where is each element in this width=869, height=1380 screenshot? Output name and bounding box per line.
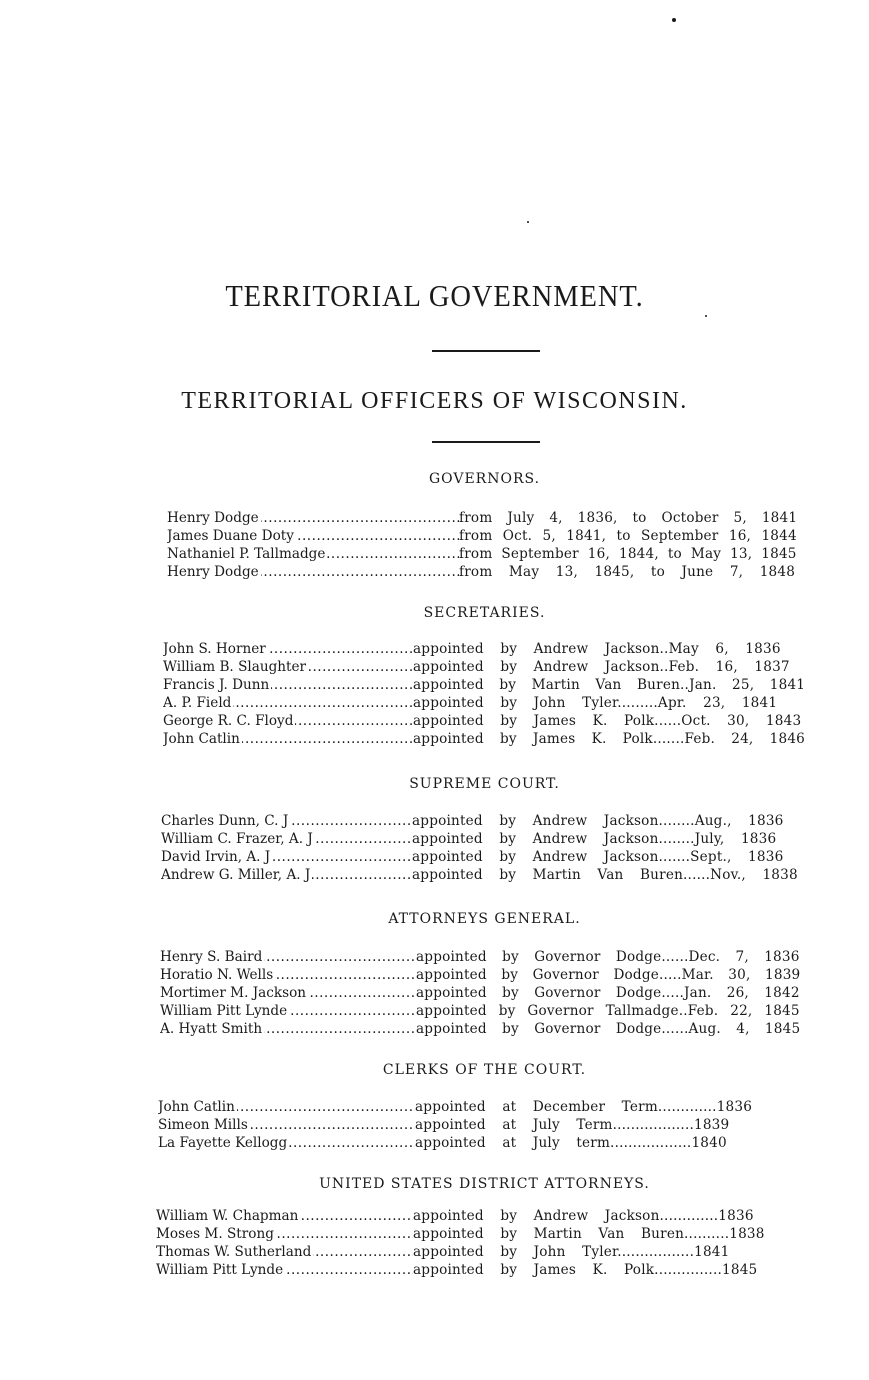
list-item — [161, 812, 804, 830]
officer-detail-text: appointed by Martin Van Buren..Jan. 25, 1841 — [413, 677, 806, 693]
list-item — [167, 563, 797, 581]
list-item — [156, 1207, 798, 1225]
district-attorneys-list — [156, 1207, 798, 1279]
list-item — [156, 1243, 798, 1261]
officer-detail — [416, 948, 800, 966]
officer-detail — [415, 1098, 800, 1116]
list-item — [160, 966, 800, 984]
officer-name: A. Hyatt Smith — [160, 1021, 263, 1037]
officer-detail — [416, 1002, 800, 1020]
officer-detail — [413, 1261, 798, 1279]
scan-speck — [672, 18, 676, 22]
officer-detail-text: appointed by Andrew Jackson........July, 1836 — [412, 831, 777, 847]
officer-detail-text: appointed by Governor Tallmadge..Feb. 22, 1845 — [416, 1003, 800, 1019]
list-item — [163, 712, 805, 730]
officer-name: Charles Dunn, C. J — [161, 813, 289, 829]
page-subtitle: TERRITORIAL OFFICERS OF WISCONSIN. — [181, 388, 688, 414]
title-divider — [432, 350, 540, 352]
officer-detail — [412, 830, 804, 848]
officer-detail-text: appointed by Governor Dodge.....Mar. 30, 1839 — [416, 967, 801, 983]
officer-detail — [459, 545, 797, 563]
officer-detail-text: from May 13, 1845, to June 7, 1848 — [459, 564, 796, 580]
officer-detail-text: appointed by Andrew Jackson........Aug., 1836 — [412, 813, 784, 829]
officer-detail-text: appointed by James K. Polk.......Feb. 24, 1846 — [413, 731, 806, 747]
officer-detail — [412, 848, 804, 866]
officer-detail — [416, 966, 800, 984]
list-item — [161, 830, 804, 848]
officer-detail-text: appointed at December Term.............1836 — [415, 1099, 753, 1115]
list-item — [163, 676, 805, 694]
officer-detail — [412, 866, 804, 884]
section-heading-supreme-court: SUPREME COURT. — [409, 776, 560, 792]
scan-speck — [527, 221, 529, 223]
officer-detail — [412, 812, 804, 830]
officer-name: William Pitt Lynde — [160, 1003, 288, 1019]
officer-name: David Irvin, A. J — [161, 849, 271, 865]
officer-name: Horatio N. Wells — [160, 967, 274, 983]
officer-detail — [415, 1116, 800, 1134]
list-item — [160, 984, 800, 1002]
list-item — [158, 1134, 800, 1152]
section-heading-district-attorneys: UNITED STATES DISTRICT ATTORNEYS. — [319, 1176, 650, 1192]
list-item — [156, 1261, 798, 1279]
scan-speck — [705, 315, 707, 317]
officer-name: William B. Slaughter — [163, 659, 307, 675]
secretaries-list — [163, 640, 805, 748]
officer-name: Moses M. Strong — [156, 1226, 274, 1242]
officer-name: William Pitt Lynde — [156, 1262, 284, 1278]
section-heading-clerks: CLERKS OF THE COURT. — [382, 1062, 587, 1078]
officer-detail — [416, 1020, 800, 1038]
officer-name: Thomas W. Sutherland — [156, 1244, 312, 1260]
officer-detail-text: appointed at July term..................1840 — [415, 1135, 727, 1151]
officer-detail — [413, 1207, 798, 1225]
officer-detail-text: from September 16, 1844, to May 13, 1845 — [459, 546, 797, 562]
officer-detail — [413, 676, 805, 694]
officer-detail — [416, 984, 800, 1002]
officer-detail-text: appointed by Andrew Jackson..May 6, 1836 — [413, 641, 781, 657]
section-heading-secretaries: SECRETARIES. — [423, 605, 546, 621]
list-item — [160, 1002, 800, 1020]
list-item — [158, 1098, 800, 1116]
officer-detail-text: from Oct. 5, 1841, to September 16, 1844 — [459, 528, 797, 544]
officer-detail — [413, 640, 805, 658]
officer-detail — [459, 509, 797, 527]
officer-name: A. P. Field — [163, 695, 232, 711]
officer-detail-text: appointed by Andrew Jackson.............1836 — [413, 1208, 754, 1224]
officer-detail-text: appointed by Martin Van Buren..........1838 — [413, 1226, 765, 1242]
page-title: TERRITORIAL GOVERNMENT. — [225, 278, 644, 313]
list-item — [163, 694, 805, 712]
officer-name: Francis J. Dunn — [163, 677, 270, 693]
officer-detail-text: from July 4, 1836, to October 5, 1841 — [459, 510, 798, 526]
officer-detail — [415, 1134, 800, 1152]
officer-name: George R. C. Floyd — [163, 713, 294, 729]
officer-name: Henry Dodge — [167, 510, 259, 526]
officer-name: La Fayette Kellogg — [158, 1135, 288, 1151]
list-item — [167, 527, 797, 545]
officer-name: Mortimer M. Jackson — [160, 985, 307, 1001]
officer-detail-text: appointed by Andrew Jackson.......Sept., 1836 — [412, 849, 784, 865]
officer-detail — [459, 527, 797, 545]
officer-detail-text: appointed by James K. Polk...............1845 — [413, 1262, 758, 1278]
attorneys-general-list — [160, 948, 800, 1038]
list-item — [163, 730, 805, 748]
officer-name: John Catlin — [163, 731, 240, 747]
list-item — [161, 866, 804, 884]
officer-detail — [413, 1243, 798, 1261]
supreme-court-list — [161, 812, 804, 884]
officer-detail — [413, 730, 805, 748]
list-item — [167, 509, 797, 527]
officer-detail-text: appointed by John Tyler.................1841 — [413, 1244, 730, 1260]
list-item — [163, 658, 805, 676]
officer-name: James Duane Doty — [167, 528, 294, 544]
officer-detail-text: appointed by Governor Dodge......Dec. 7, 1836 — [416, 949, 800, 965]
officer-detail-text: appointed by Governor Dodge.....Jan. 26, 1842 — [416, 985, 800, 1001]
governors-list — [167, 509, 797, 581]
officer-detail-text: appointed by Governor Dodge......Aug. 4, 1845 — [416, 1021, 801, 1037]
officer-name: Henry S. Baird — [160, 949, 263, 965]
officer-name: Nathaniel P. Tallmadge — [167, 546, 326, 562]
officer-name: Henry Dodge — [167, 564, 259, 580]
officer-detail-text: appointed by Martin Van Buren......Nov., 1838 — [412, 867, 798, 883]
list-item — [160, 948, 800, 966]
officer-name: John Catlin — [158, 1099, 235, 1115]
officer-name: William W. Chapman — [156, 1208, 299, 1224]
officer-name: Andrew G. Miller, A. J — [161, 867, 311, 883]
list-item — [167, 545, 797, 563]
officer-name: William C. Frazer, A. J — [161, 831, 313, 847]
list-item — [161, 848, 804, 866]
list-item — [158, 1116, 800, 1134]
clerks-list — [158, 1098, 800, 1152]
list-item — [163, 640, 805, 658]
subtitle-divider — [432, 441, 540, 443]
officer-detail — [413, 712, 805, 730]
officer-name: John S. Horner — [163, 641, 266, 657]
officer-detail — [413, 1225, 798, 1243]
officer-detail-text: appointed at July Term..................1839 — [415, 1117, 730, 1133]
list-item — [156, 1225, 798, 1243]
officer-detail-text: appointed by James K. Polk......Oct. 30, 1843 — [413, 713, 802, 729]
officer-detail — [413, 658, 805, 676]
section-heading-governors: GOVERNORS. — [428, 471, 541, 487]
officer-detail — [413, 694, 805, 712]
section-heading-attorneys-general: ATTORNEYS GENERAL. — [388, 911, 581, 927]
officer-name: Simeon Mills — [158, 1117, 248, 1133]
officer-detail-text: appointed by Andrew Jackson..Feb. 16, 1837 — [413, 659, 790, 675]
officer-detail — [459, 563, 797, 581]
officer-detail-text: appointed by John Tyler.........Apr. 23, 1841 — [413, 695, 778, 711]
list-item — [160, 1020, 800, 1038]
